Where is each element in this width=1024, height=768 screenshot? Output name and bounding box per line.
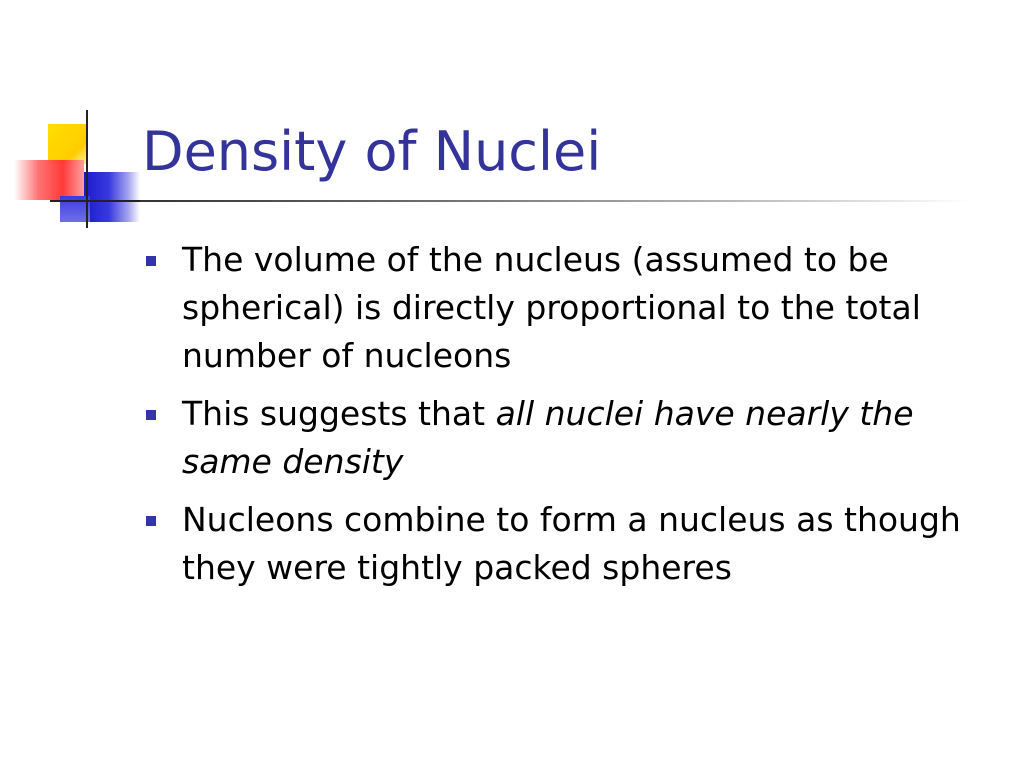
corner-squares-logo-icon [0,0,150,240]
bullet-list [144,236,1004,602]
square-bullet-icon [146,516,156,526]
vertical-line [86,110,88,228]
bullet-item [144,390,1004,486]
bullet-item [144,236,1004,380]
horizontal-line [50,200,150,202]
bullet-text: This suggests that [182,394,496,433]
red-square [14,160,84,200]
square-bullet-icon [146,256,156,266]
bullet-item [144,496,1004,592]
slide-title: Density of Nuclei [142,120,602,183]
title-underline [140,200,970,202]
bullet-text-emphasis: all nuclei have nearly the same density [182,394,914,481]
blue-square [84,172,140,222]
yellow-square [48,124,88,164]
square-bullet-icon [146,410,156,420]
bullet-text: Nucleons combine to form a nucleus as though they were tightly packed spheres [182,500,961,587]
bullet-text: The volume of the nucleus (assumed to be spherical) is directly proportional to the total number of nucleons [182,240,921,375]
